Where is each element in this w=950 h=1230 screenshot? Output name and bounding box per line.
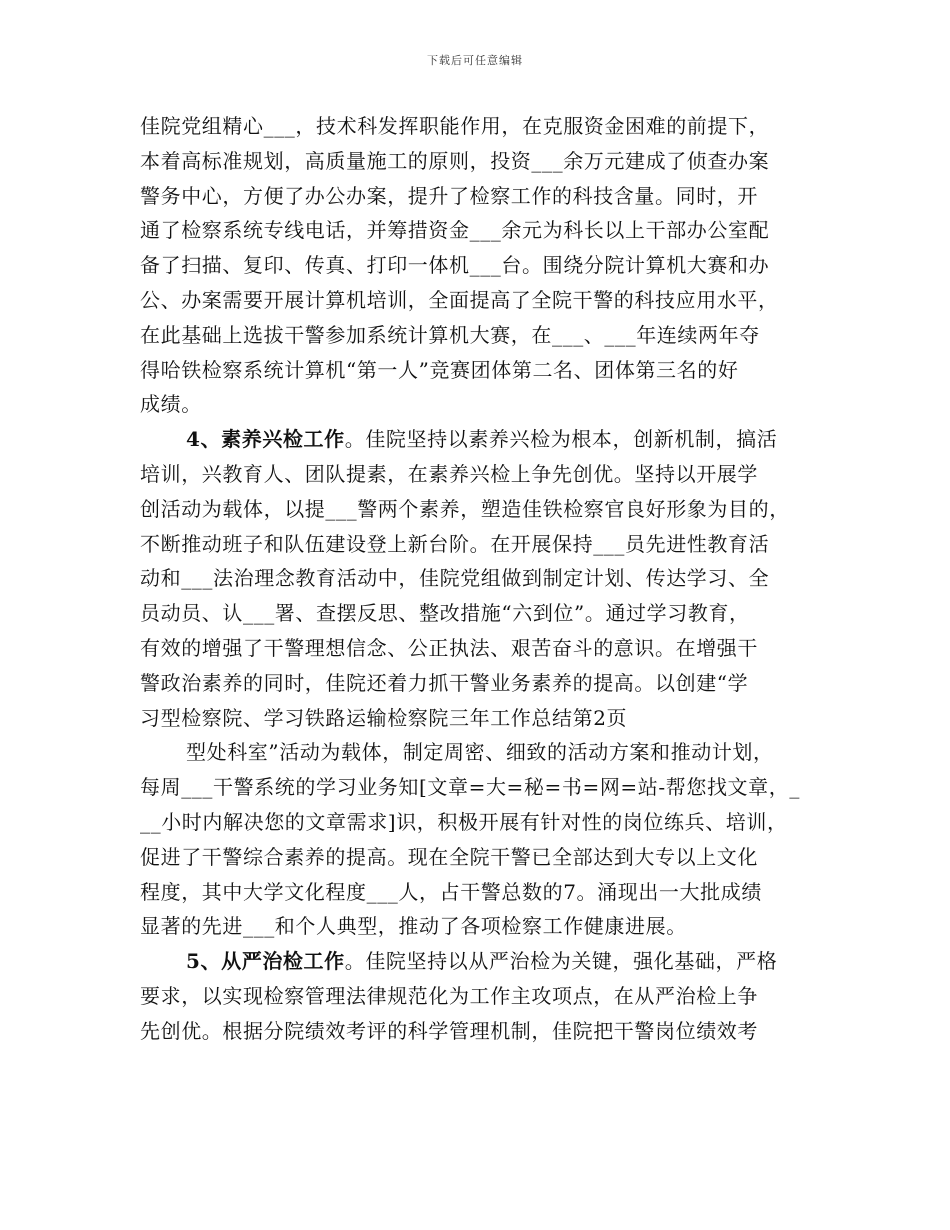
line-text: 警政治素养的同时，佳院还着力抓干警业务素养的提高。以创建“学 [140, 670, 749, 695]
line-text: 公、办案需要开展计算机培训，全面提高了全院干警的科技应用水平， [140, 287, 779, 312]
text-line [140, 701, 840, 736]
line-text: 创活动为载体，以提___警两个素养，塑造佳铁检察官良好形象为目的， [140, 496, 790, 521]
text-line [140, 979, 840, 1014]
line-text: 本着高标准规划，高质量施工的原则，投资___余万元建成了侦查办案 [140, 148, 770, 173]
page-header: 下载后可任意编辑 [427, 54, 523, 67]
line-text: 员动员、认___署、查摆反思、整改措施“六到位”。通过学习教育， [140, 601, 750, 626]
line-text: 不断推动班子和队伍建设登上新台阶。在开展保持___员先进性教育活 [140, 531, 770, 556]
text-line [140, 666, 840, 701]
line-text: 通了检察系统专线电话，并筹措资金___余元为科长以上干部办公室配 [140, 218, 770, 243]
line-text: 得哈铁检察系统计算机“第一人”竞赛团体第二名、团体第三名的好 [140, 357, 739, 382]
section-heading: 5、从严治检工作 [186, 949, 345, 974]
text-line [140, 944, 840, 979]
text-line [140, 492, 840, 527]
text-line [140, 213, 840, 248]
text-line [140, 909, 840, 944]
line-text: 佳院党组精心___，技术科发挥职能作用，在克服资金困难的前提下， [140, 114, 770, 138]
line-text: 要求，以实现检察管理法律规范化为工作主攻项点，在从严治检上争 [140, 983, 758, 1008]
text-line [140, 283, 840, 318]
text-line [140, 422, 840, 457]
line-text: 动和___法治理念教育活动中，佳院党组做到制定计划、传达学习、全 [140, 566, 770, 591]
section-heading: 4、素养兴检工作 [186, 427, 345, 452]
line-text: __小时内解决您的文章需求]识，积极开展有针对性的岗位练兵、培训， [140, 809, 788, 834]
line-text: 在此基础上选拔干警参加系统计算机大赛，在___、___年连续两年夺 [140, 322, 760, 347]
line-text: 每周___干警系统的学习业务知[文章=大=秘=书=网=站-帮您找文章，_ [140, 775, 800, 800]
text-line [140, 318, 840, 353]
text-line [140, 179, 840, 214]
line-text: 警务中心，方便了办公办案，提升了检察工作的科技含量。同时，开 [140, 183, 758, 208]
text-line [140, 770, 840, 805]
text-line [140, 1014, 840, 1049]
line-text: 。佳院坚持以素养兴检为根本，创新机制，搞活 [344, 427, 778, 452]
text-line [140, 144, 840, 179]
line-text: 型处科室”活动为载体，制定周密、细致的活动方案和推动计划， [186, 740, 774, 765]
line-text: 成绩。 [140, 392, 202, 417]
text-line [140, 805, 840, 840]
line-text: 先创优。根据分院绩效考评的科学管理机制，佳院把干警岗位绩效考 [140, 1018, 758, 1043]
text-line [140, 631, 840, 666]
line-text: 培训，兴教育人、团队提素，在素养兴检上争先创优。坚持以开展学 [140, 461, 758, 486]
line-text: 显著的先进___和个人典型，推动了各项检察工作健康进展。 [140, 914, 687, 939]
text-line [140, 875, 840, 910]
text-line [140, 457, 840, 492]
line-text: 。佳院坚持以从严治检为关键，强化基础，严格 [344, 949, 778, 974]
text-line [140, 527, 840, 562]
line-text: 程度，其中大学文化程度___人，占干警总数的7。涌现出一大批成绩 [140, 879, 762, 904]
text-line [140, 596, 840, 631]
text-line [140, 248, 840, 283]
text-line [140, 353, 840, 388]
line-text: 习型检察院、学习铁路运输检察院三年工作总结第2页 [140, 705, 628, 730]
text-line [140, 735, 840, 770]
document-body [140, 109, 840, 1049]
line-text: 备了扫描、复印、传真、打印一体机___台。围绕分院计算机大赛和办 [140, 253, 770, 278]
text-line [140, 387, 840, 422]
text-line [140, 109, 840, 144]
line-text: 有效的增强了干警理想信念、公正执法、艰苦奋斗的意识。在增强干 [140, 635, 758, 660]
text-line [140, 840, 840, 875]
text-line [140, 561, 840, 596]
line-text: 促进了干警综合素养的提高。现在全院干警已全部达到大专以上文化 [140, 844, 758, 869]
